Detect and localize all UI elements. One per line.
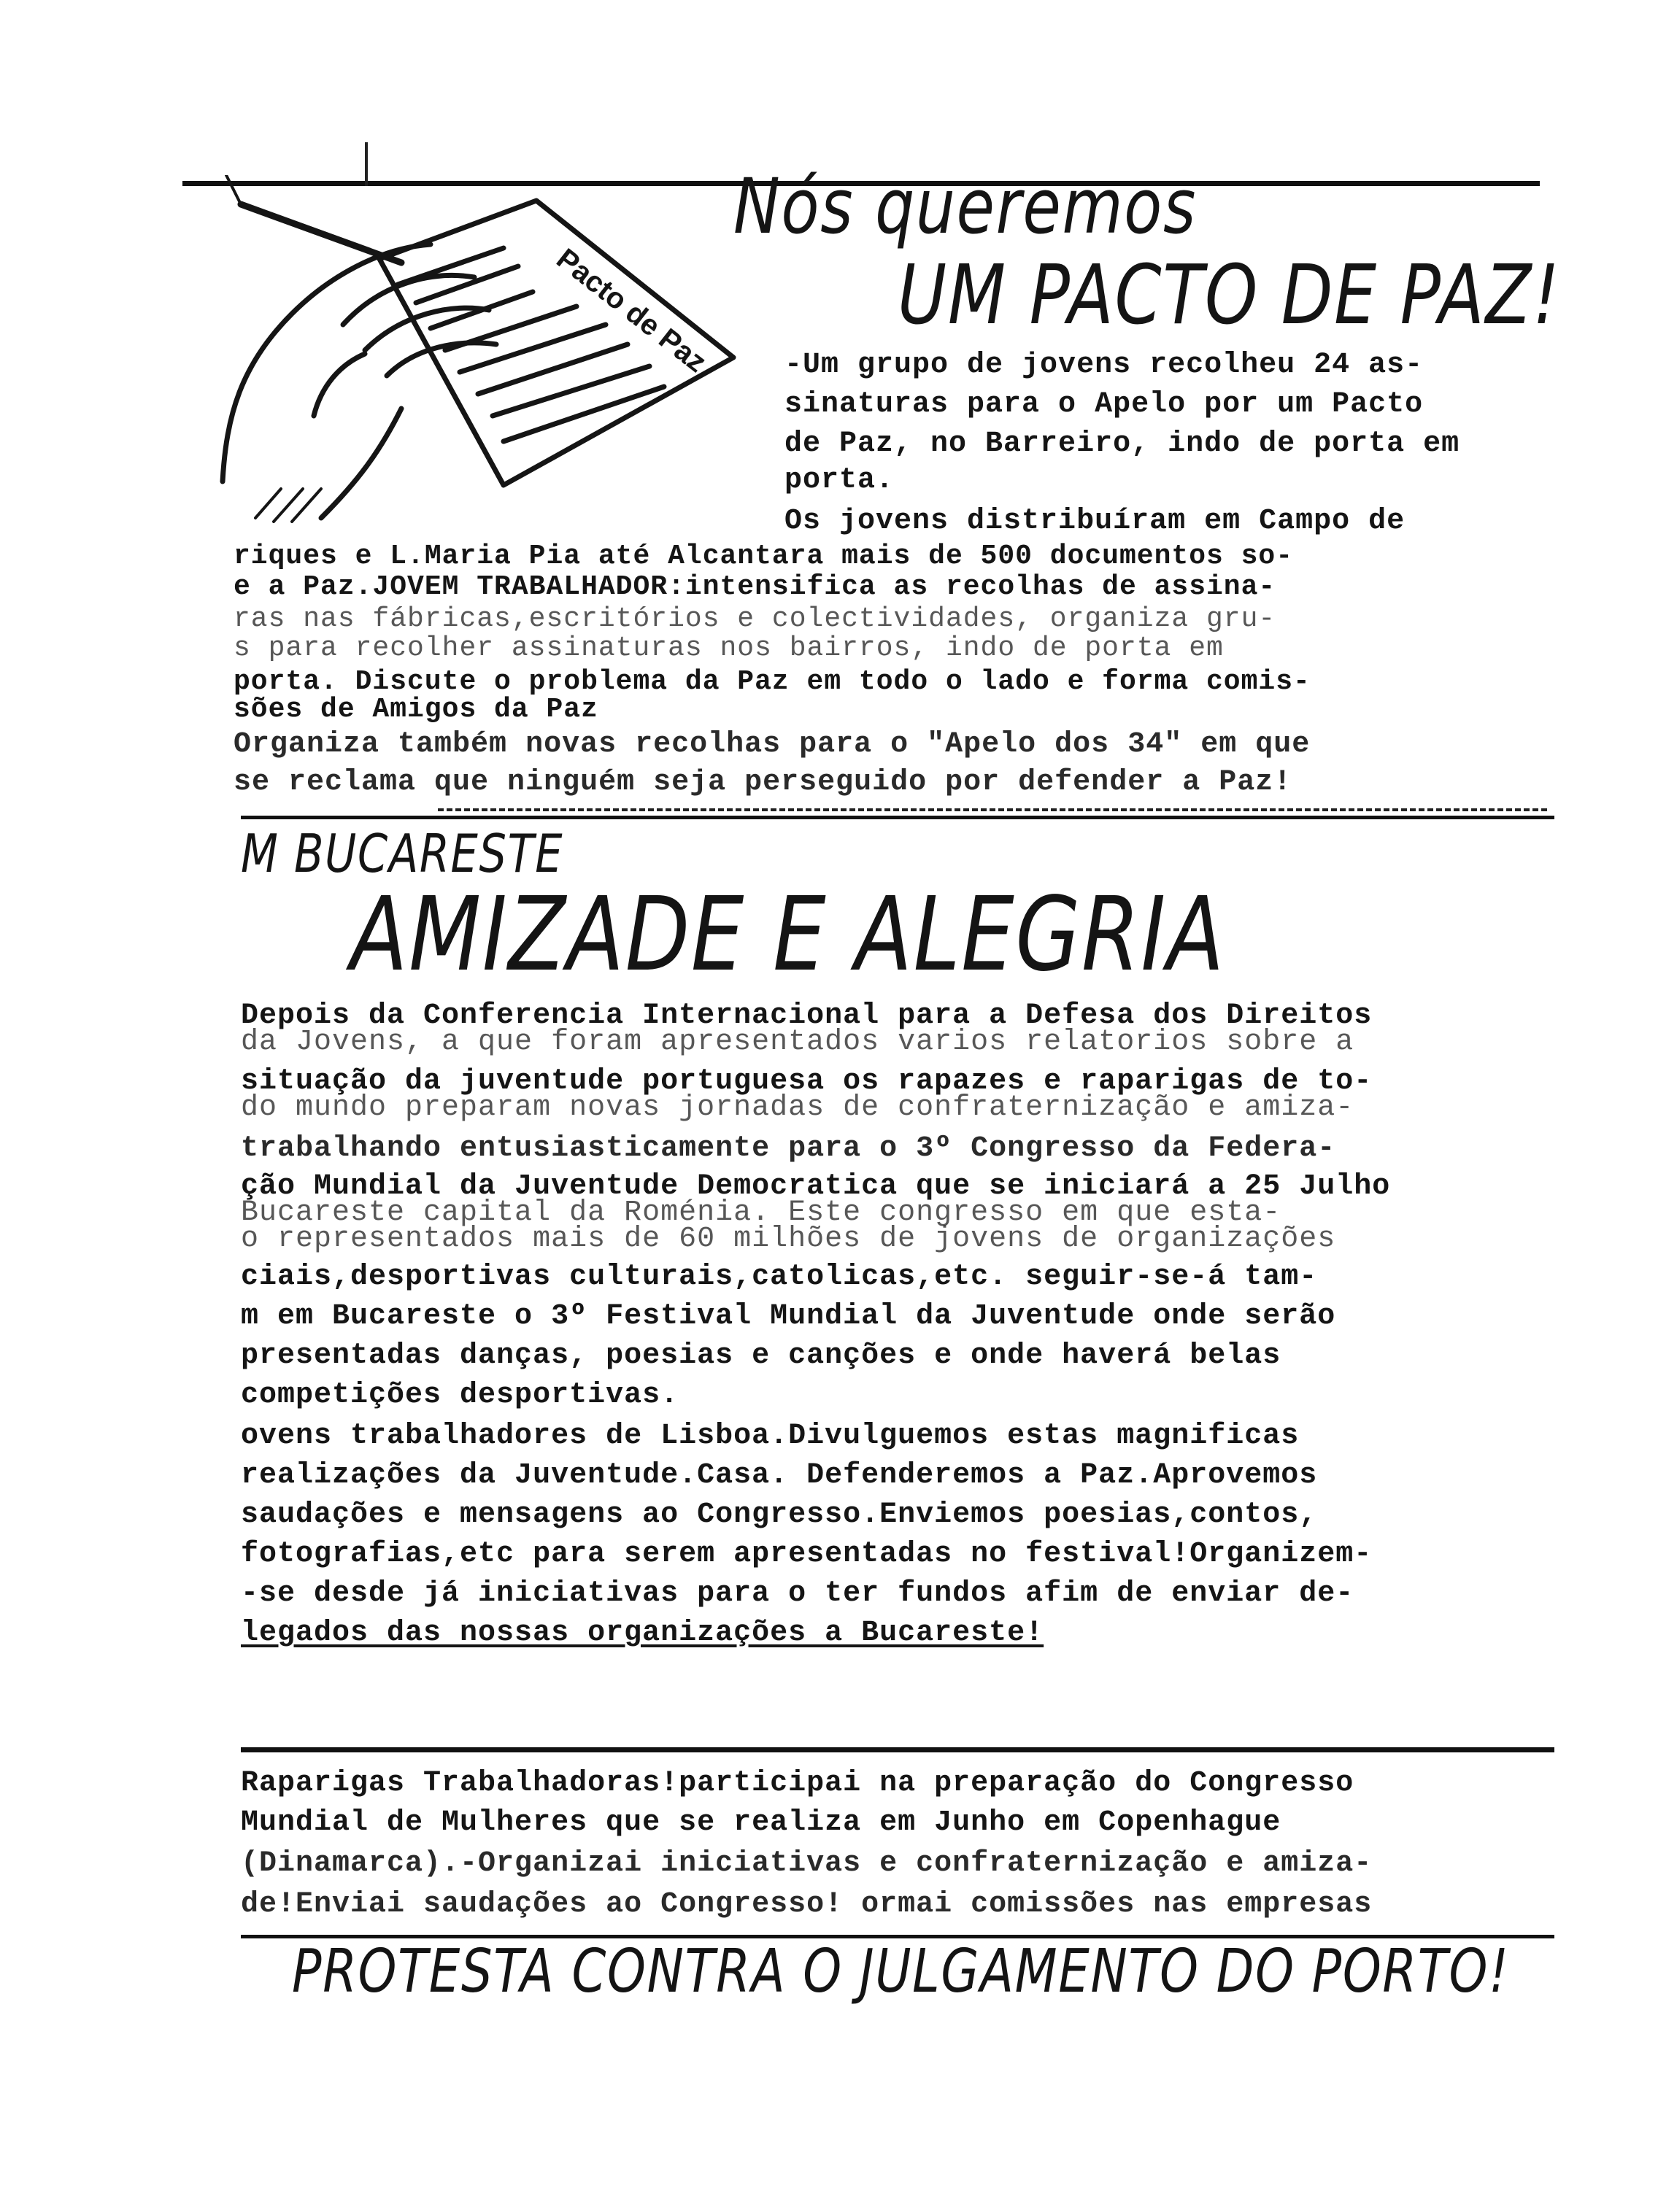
s2-line-10: m em Bucareste o 3º Festival Mundial da Juventude onde serão (241, 1300, 1336, 1333)
s1-line-13: se reclama que ninguém seja perseguido por defender a Paz! (234, 766, 1292, 799)
s2-line-2: da Jovens, a que foram apresentados varios relatorios sobre a (241, 1026, 1354, 1059)
s1-line-2: sinaturas para o Apelo por um Pacto (784, 388, 1424, 421)
s1-line-7: e a Paz.JOVEM TRABALHADOR:intensifica as recolhas de assina- (234, 571, 1276, 603)
s2-line-4: do mundo preparam novas jornadas de confraternização e amiza- (241, 1091, 1354, 1124)
s1-line-3: de Paz, no Barreiro, indo de porta em (784, 428, 1460, 460)
section2-kicker: M BUCARESTE (241, 823, 564, 884)
s2-line-16: fotografias,etc para serem apresentadas no festival!Organizem- (241, 1538, 1373, 1571)
s1-line-11: sões de Amigos da Paz (234, 694, 598, 725)
s2-line-12: competições desportivas. (241, 1379, 679, 1412)
s2-line-1: Depois da Conferencia Internacional para a Defesa dos Direitos (241, 999, 1373, 1032)
slogan: PROTESTA CONTRA O JULGAMENTO DO PORTO! (292, 1937, 1510, 2006)
s1-line-9: s para recolher assinaturas nos bairros, indo de porta em (234, 633, 1224, 664)
s1-line-1: -Um grupo de jovens recolheu 24 as- (784, 349, 1424, 382)
hand-writing-on-petition-icon (212, 175, 737, 525)
s2-line-17: -se desde já iniciativas para o ter fundos afim de enviar de- (241, 1577, 1354, 1610)
s2-line-18: legados das nossas organizações a Bucareste! (241, 1617, 1044, 1650)
s2-line-3: situação da juventude portuguesa os rapazes e raparigas de to- (241, 1065, 1373, 1098)
s1-line-10: porta. Discute o problema da Paz em todo o lado e forma comis- (234, 666, 1311, 697)
s3-line-3: (Dinamarca).-Organizai iniciativas e confraternização e amiza- (241, 1847, 1373, 1880)
s2-line-11: presentadas danças, poesias e canções e onde haverá belas (241, 1339, 1281, 1372)
petition-label: Pacto de Paz (550, 242, 713, 379)
s2-line-15: saudações e mensagens ao Congresso.Enviemos poesias,contos, (241, 1498, 1318, 1531)
s3-line-1: Raparigas Trabalhadoras!participai na preparação do Congresso (241, 1767, 1354, 1800)
s2-line-9: ciais,desportivas culturais,catolicas,etc. seguir-se-á tam- (241, 1261, 1318, 1293)
s2-line-7: Bucareste capital da Roménia. Este congresso em que esta- (241, 1196, 1281, 1229)
s2-line-5: trabalhando entusiasticamente para o 3º Congresso da Federa- (241, 1132, 1336, 1165)
s1-line-12: Organiza também novas recolhas para o "Apelo dos 34" em que (234, 728, 1311, 761)
s1-line-5: Os jovens distribuíram em Campo de (784, 505, 1406, 538)
s1-line-6: riques e L.Maria Pia até Alcantara mais de 500 documentos so- (234, 541, 1294, 572)
s1-line-8: ras nas fábricas,escritórios e colectividades, organiza gru- (234, 603, 1276, 635)
s2-line-8: o representados mais de 60 milhões de jovens de organizações (241, 1223, 1336, 1256)
s1-line-4: porta. (784, 464, 895, 497)
s3-line-2: Mundial de Mulheres que se realiza em Junho em Copenhague (241, 1806, 1281, 1839)
section1-bottom-dashes (438, 808, 1547, 811)
section2-title: AMIZADE E ALEGRIA (350, 875, 1226, 994)
s2-line-13: ovens trabalhadores de Lisboa.Divulguemos estas magnificas (241, 1420, 1300, 1453)
s2-line-14: realizações da Juventude.Casa. Defenderemos a Paz.Aprovemos (241, 1459, 1318, 1492)
s2-line-6: ção Mundial da Juventude Democratica que se iniciará a 25 Julho (241, 1170, 1391, 1203)
section3-top-rule (241, 1747, 1554, 1752)
title-line-2: UM PACTO DE PAZ! (898, 248, 1561, 343)
section1-bottom-rule (241, 816, 1554, 819)
title-line-1: Nós queremos (733, 162, 1198, 251)
s3-line-4: de!Enviai saudações ao Congresso! ormai comissões nas empresas (241, 1888, 1373, 1921)
